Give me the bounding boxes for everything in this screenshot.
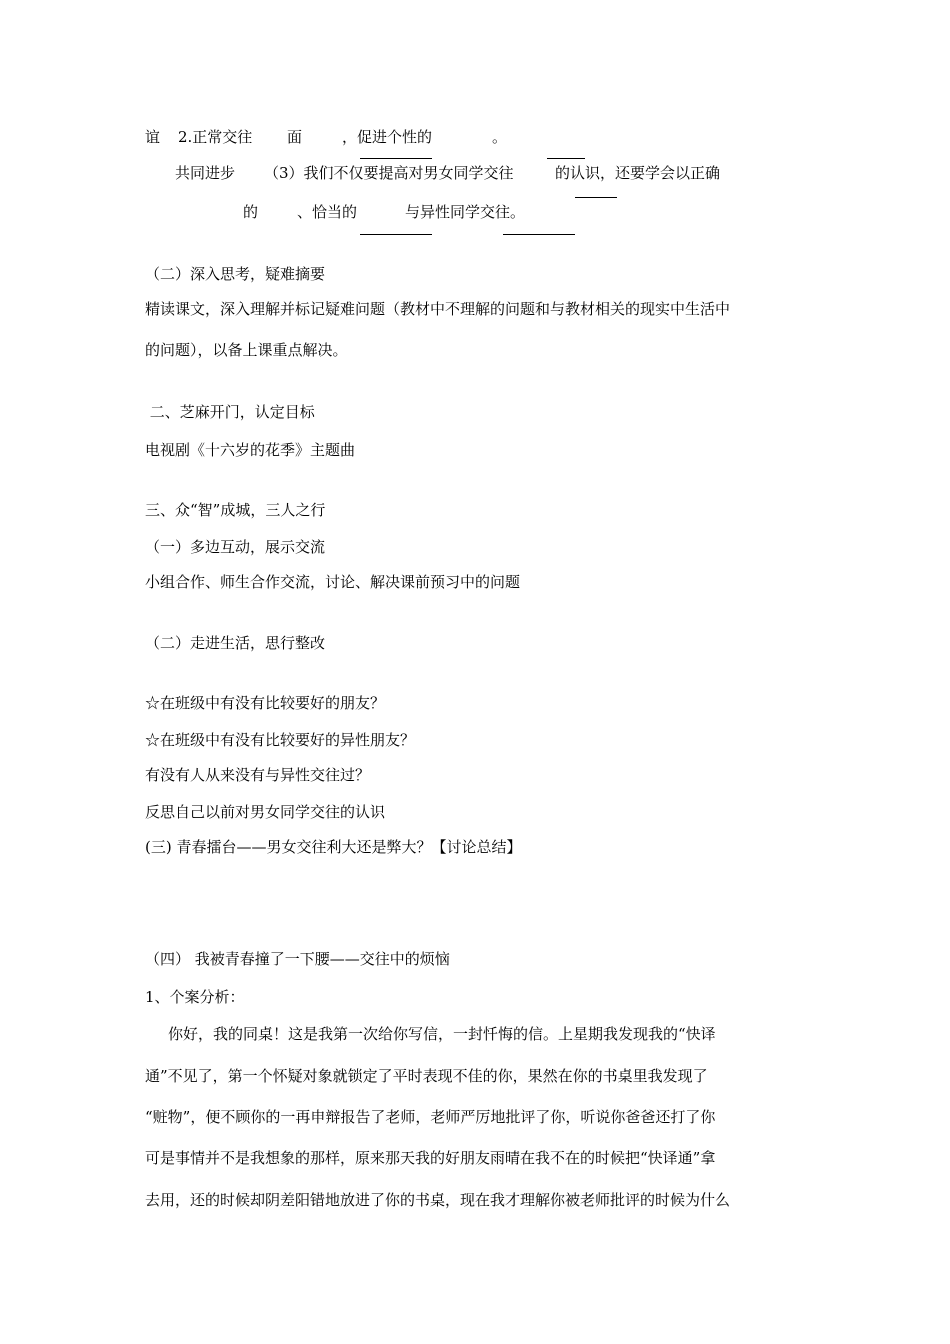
blank-line <box>503 234 575 235</box>
blank-line <box>360 158 432 159</box>
sub-heading: （一）多边互动，展示交流 <box>145 538 326 556</box>
fill-row1-b: 2.正常交往 <box>178 128 253 146</box>
fill-row3-c: 与异性同学交往。 <box>405 203 526 221</box>
fill-row1-e: 。 <box>492 128 508 146</box>
fill-row1-a: 谊 <box>145 128 161 146</box>
paragraph-line: 的问题），以备上课重点解决。 <box>145 341 348 359</box>
fill-row3-b: 、恰当的 <box>297 203 358 221</box>
paragraph-line: 通”不见了，第一个怀疑对象就锁定了平时表现不佳的你，果然在你的书桌里我发现了 <box>145 1067 708 1085</box>
sub-heading: (三) 青春擂台——男女交往利大还是弊大？【讨论总结】 <box>145 838 522 856</box>
case-title: 1、个案分析： <box>145 988 245 1006</box>
question-item: 有没有人从来没有与异性交往过？ <box>145 766 371 784</box>
question-item: ☆在班级中有没有比较要好的朋友？ <box>145 694 386 712</box>
paragraph-line: 精读课文，深入理解并标记疑难问题（教材中不理解的问题和与教材相关的现实中生活中 <box>145 300 731 318</box>
section-heading: 二、芝麻开门，认定目标 <box>145 403 315 421</box>
question-item: 反思自己以前对男女同学交往的认识 <box>145 803 386 821</box>
fill-row3-a: 的 <box>243 203 259 221</box>
sub-heading: （二）走进生活，思行整改 <box>145 634 326 652</box>
fill-row2-a: 共同进步 <box>175 164 236 182</box>
question-item: ☆在班级中有没有比较要好的异性朋友？ <box>145 731 416 749</box>
sub-heading: （四） 我被青春撞了一下腰——交往中的烦恼 <box>145 950 450 968</box>
paragraph-line: 去用，还的时候却阴差阳错地放进了你的书桌，现在我才理解你被老师批评的时候为什么 <box>145 1191 731 1209</box>
fill-row1-d: ，促进个性的 <box>342 128 433 146</box>
paragraph-line: 你好，我的同桌！这是我第一次给你写信，一封忏悔的信。上星期我发现我的“快译 <box>168 1025 716 1043</box>
fill-row2-b: （3）我们不仅要提高对男女同学交往 <box>264 164 514 182</box>
fill-row2-c: 的认识，还要学会以正确 <box>555 164 721 182</box>
paragraph-line: 电视剧《十六岁的花季》主题曲 <box>145 441 356 459</box>
section-heading: （二）深入思考，疑难摘要 <box>145 265 326 283</box>
blank-line <box>360 234 432 235</box>
paragraph-line: “赃物”，便不顾你的一再申辩报告了老师，老师严厉地批评了你，听说你爸爸还打了你 <box>145 1108 716 1126</box>
blank-line <box>547 158 585 159</box>
paragraph-line: 可是事情并不是我想象的那样，原来那天我的好朋友雨晴在我不在的时候把“快译通”拿 <box>145 1149 716 1167</box>
fill-row1-c: 面 <box>287 128 303 146</box>
section-heading: 三、众“智”成城，三人之行 <box>145 501 326 519</box>
blank-line <box>575 197 617 198</box>
paragraph-line: 小组合作、师生合作交流，讨论、解决课前预习中的问题 <box>145 573 521 591</box>
